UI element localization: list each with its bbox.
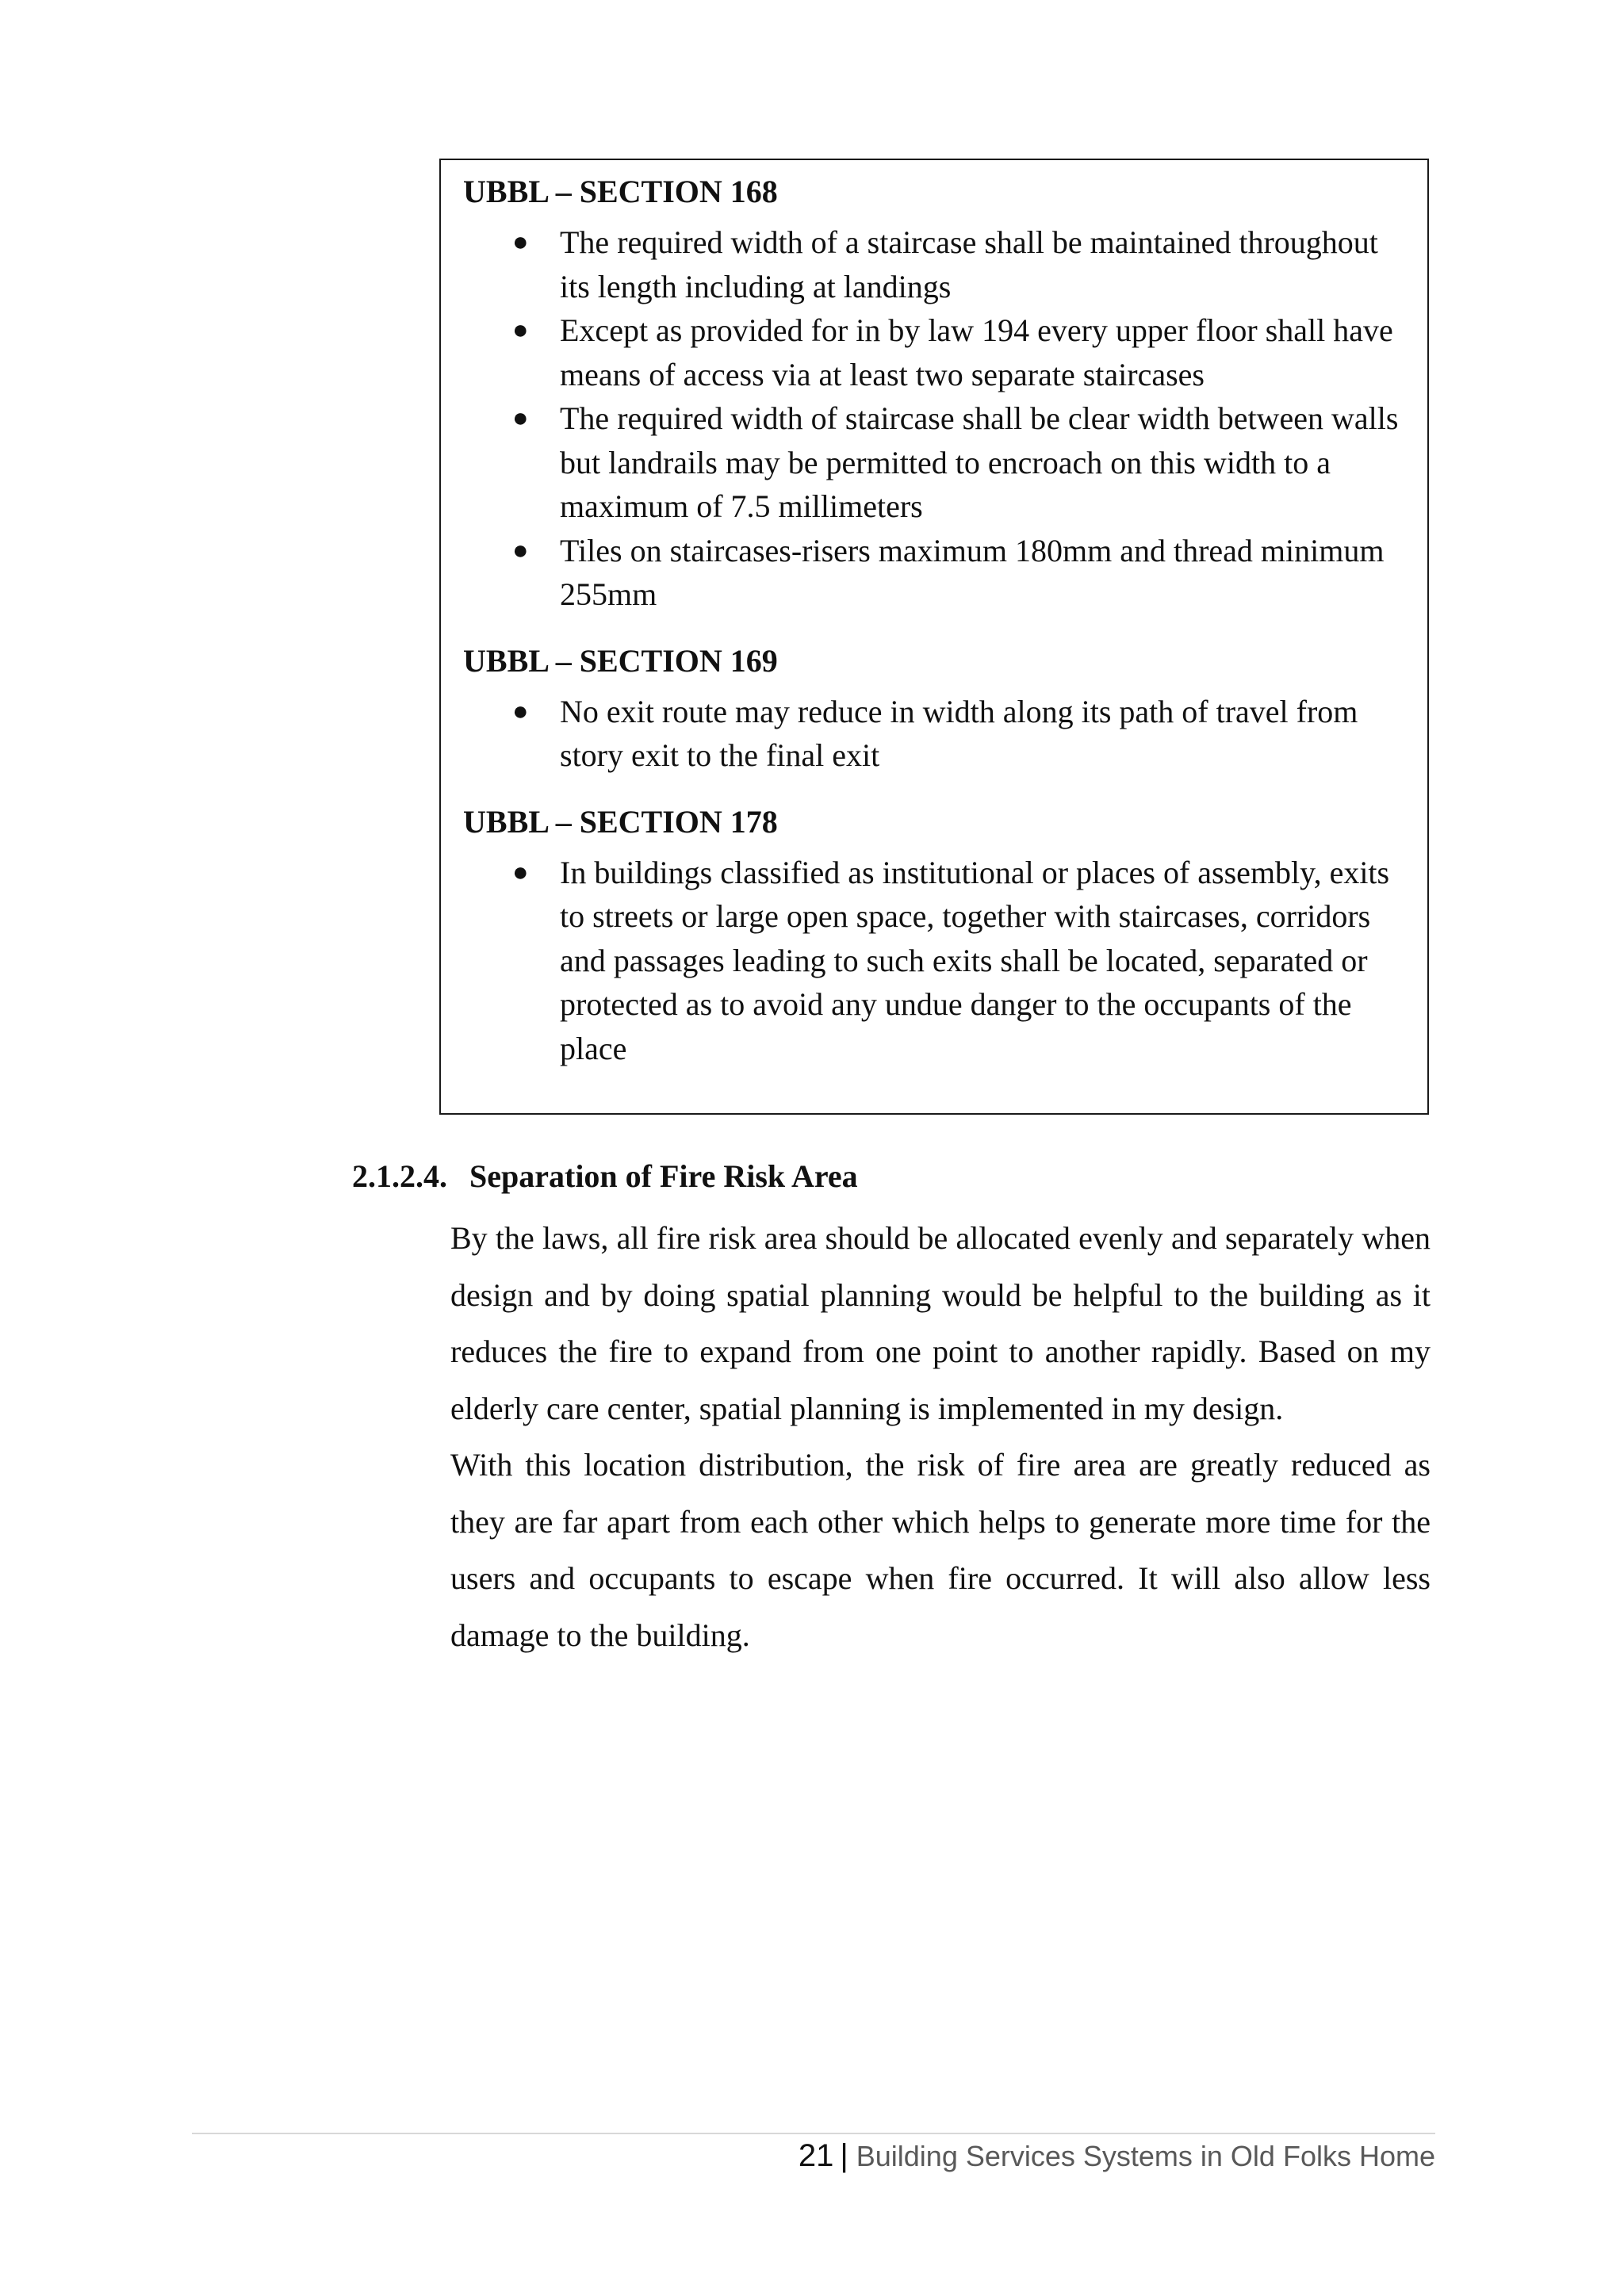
bullet-icon: ● xyxy=(512,696,529,726)
footer-divider xyxy=(192,2133,1435,2134)
list-item-text: In buildings classified as institutional or places of assembly, exits to streets or large open space, together with staircases, corridors and passages leading to such exits shall be located, separated or protected as to avoid any undue danger to the occupants of the place xyxy=(560,854,1390,1066)
list-item xyxy=(463,220,1408,308)
page-footer xyxy=(799,2138,1435,2174)
list-item xyxy=(463,308,1408,396)
subsection-title: Separation of Fire Risk Area xyxy=(469,1158,858,1194)
bullet-icon: ● xyxy=(512,316,529,345)
bullet-icon: ● xyxy=(512,535,529,565)
section-168-list xyxy=(463,220,1408,617)
list-item-text: Except as provided for in by law 194 every upper floor shall have means of access via at least two separate staircases xyxy=(560,312,1393,392)
list-item xyxy=(463,851,1408,1071)
bullet-icon: ● xyxy=(512,404,529,433)
subsection-heading xyxy=(352,1154,858,1199)
spacer xyxy=(463,617,1408,641)
section-169-list xyxy=(463,690,1408,778)
footer-document-title: Building Services Systems in Old Folks Home xyxy=(856,2140,1435,2172)
list-item-text: No exit route may reduce in width along its path of travel from story exit to the final exit xyxy=(560,693,1358,773)
spacer xyxy=(463,778,1408,802)
bullet-icon: ● xyxy=(512,228,529,257)
paragraph: With this location distribution, the risk of fire area are greatly reduced as they are far apart from each other which helps to generate more time for the users and occupants to escape when fire occurred. It will also allow less damage to the building. xyxy=(450,1447,1431,1653)
list-item xyxy=(463,529,1408,617)
footer-separator: | xyxy=(840,2138,848,2173)
subsection-body xyxy=(450,1210,1431,1663)
ubbl-regulations-box xyxy=(439,159,1429,1115)
list-item xyxy=(463,690,1408,778)
section-178-list xyxy=(463,851,1408,1071)
bullet-icon: ● xyxy=(512,857,529,887)
list-item xyxy=(463,396,1408,529)
subsection-number: 2.1.2.4. xyxy=(352,1158,447,1194)
paragraph: By the laws, all fire risk area should be allocated evenly and separately when design and by doing spatial planning would be helpful to the building as it reduces the fire to expand from one point to another rapidly. Based on my elderly care center, spatial planning is implemented in my design. xyxy=(450,1220,1431,1426)
page-number: 21 xyxy=(798,2138,834,2173)
list-item-text: Tiles on staircases-risers maximum 180mm and thread minimum 255mm xyxy=(560,532,1385,612)
list-item-text: The required width of staircase shall be clear width between walls but landrails may be permitted to encroach on this width to a maximum of 7.5 millimeters xyxy=(560,400,1399,524)
list-item-text: The required width of a staircase shall be maintained throughout its length including at landings xyxy=(560,224,1378,304)
section-heading-168: UBBL – SECTION 168 xyxy=(463,174,778,209)
section-heading-169: UBBL – SECTION 169 xyxy=(463,642,778,679)
section-heading-178: UBBL – SECTION 178 xyxy=(463,803,778,840)
